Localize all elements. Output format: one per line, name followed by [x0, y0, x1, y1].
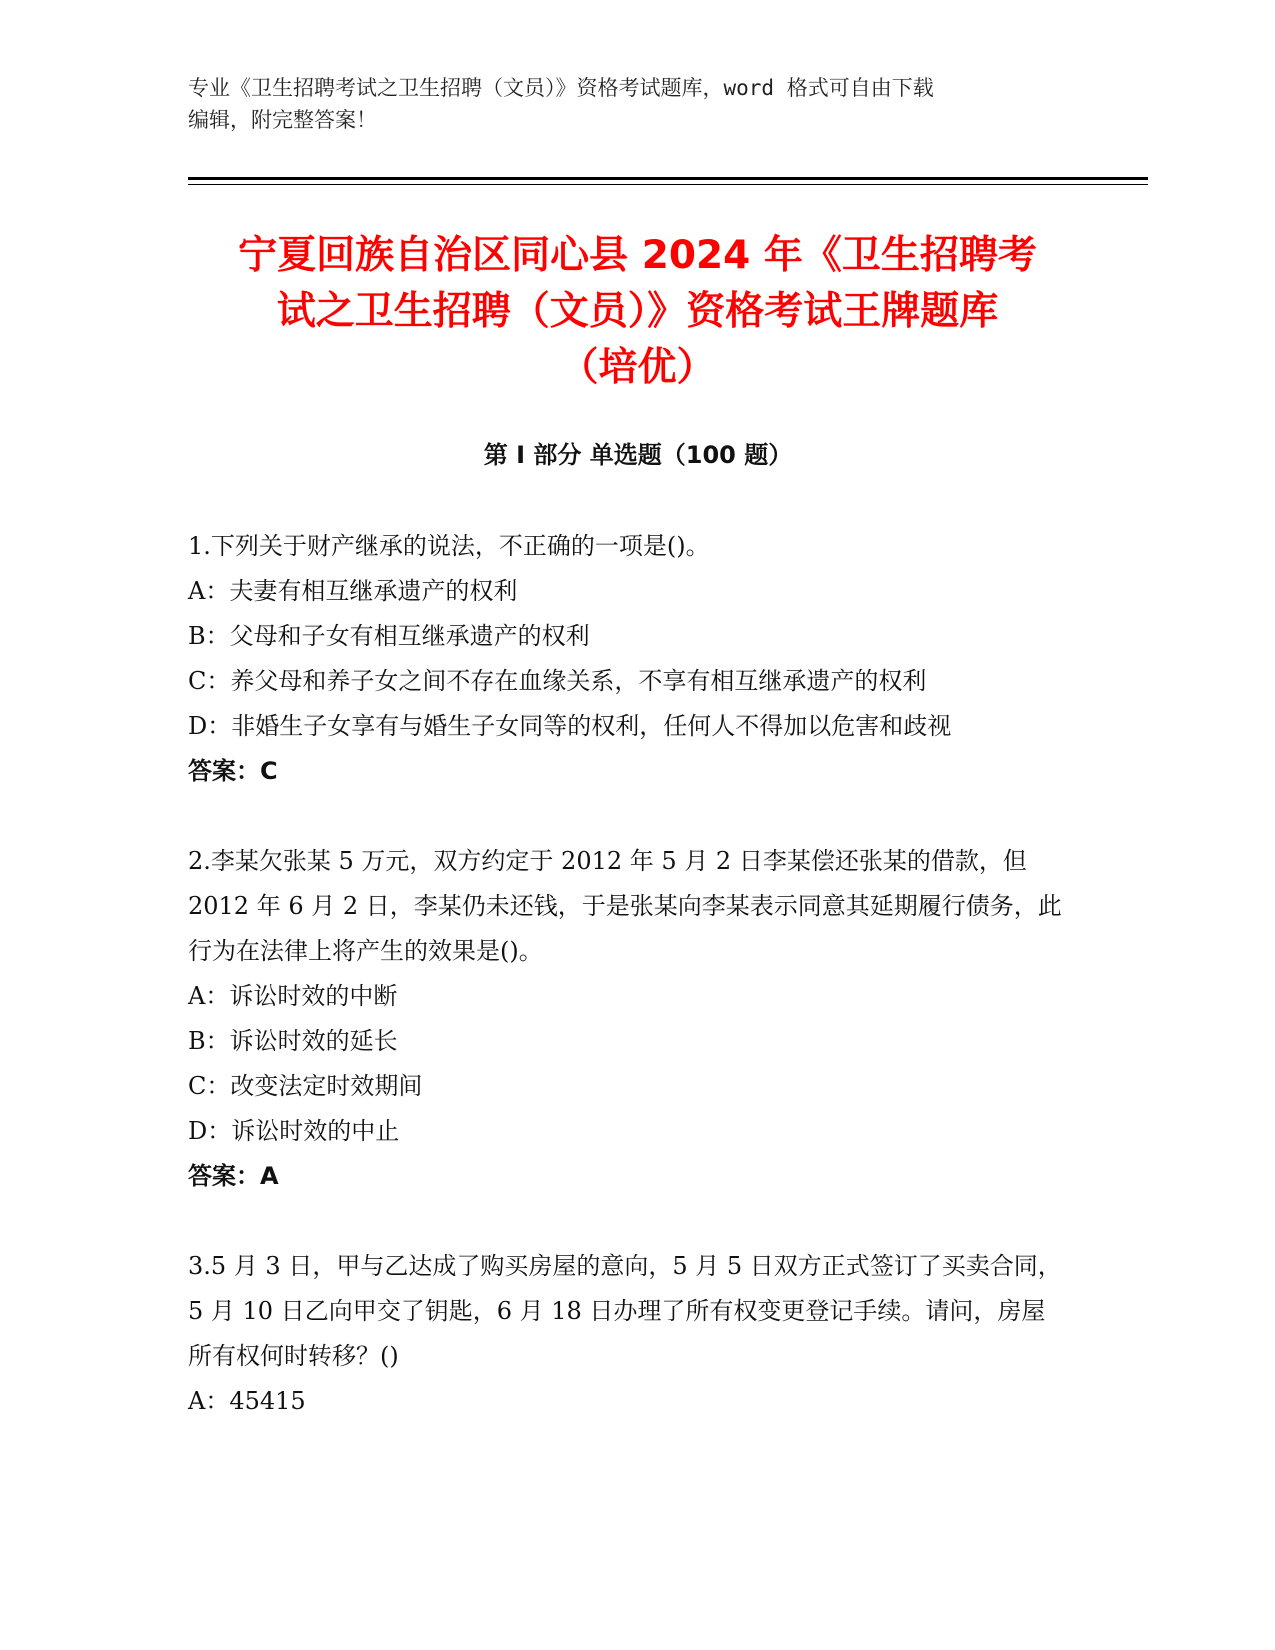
section-heading: 第 I 部分 单选题（100 题） — [483, 441, 793, 469]
header-note-line1: 专业《卫生招聘考试之卫生招聘（文员）》资格考试题库，word 格式可自由下载 — [188, 76, 934, 100]
header-note — [188, 72, 1068, 136]
option-b: B：父母和子女有相互继承遗产的权利 — [188, 622, 590, 650]
question-stem: 1.下列关于财产继承的说法，不正确的一项是()。 — [188, 532, 710, 560]
header-divider-thin — [188, 184, 1148, 185]
title-line1: 宁夏回族自治区同心县 2024 年《卫生招聘考 — [238, 233, 1037, 278]
question-stem: 3.5 月 3 日，甲与乙达成了购买房屋的意向，5 月 5 日双方正式签订了买卖合同，5 月 10 日乙向甲交了钥匙，6 月 18 日办理了所有权变更登记手续。请问，房屋所有权何时转移？() — [188, 1252, 1062, 1370]
document-title — [170, 228, 1105, 396]
option-b: B：诉讼时效的延长 — [188, 1027, 398, 1055]
answer: 答案：C — [188, 757, 278, 785]
header-divider-thick — [188, 177, 1148, 180]
option-a: A：诉讼时效的中断 — [188, 982, 398, 1010]
question-1 — [188, 524, 1068, 794]
question-stem: 2.李某欠张某 5 万元，双方约定于 2012 年 5 月 2 日李某偿还张某的借款，但 2012 年 6 月 2 日，李某仍未还钱，于是张某向李某表示同意其延期履行债务，此行为在法律上将产生的效果是()。 — [188, 847, 1062, 965]
option-c: C：养父母和养子女之间不存在血缘关系，不享有相互继承遗产的权利 — [188, 667, 927, 695]
title-line2: 试之卫生招聘（文员）》资格考试王牌题库 — [276, 289, 999, 334]
option-c: C：改变法定时效期间 — [188, 1072, 423, 1100]
option-a: A：夫妻有相互继承遗产的权利 — [188, 577, 518, 605]
answer: 答案：A — [188, 1162, 279, 1190]
question-3 — [188, 1244, 1068, 1424]
header-note-line2: 编辑，附完整答案！ — [188, 108, 377, 132]
title-line3: （培优） — [559, 345, 716, 390]
option-d: D：诉讼时效的中止 — [188, 1117, 400, 1145]
option-d: D：非婚生子女享有与婚生子女同等的权利，任何人不得加以危害和歧视 — [188, 712, 952, 740]
question-list — [188, 524, 1068, 1469]
question-2 — [188, 839, 1068, 1199]
option-a: A：45415 — [188, 1387, 306, 1415]
